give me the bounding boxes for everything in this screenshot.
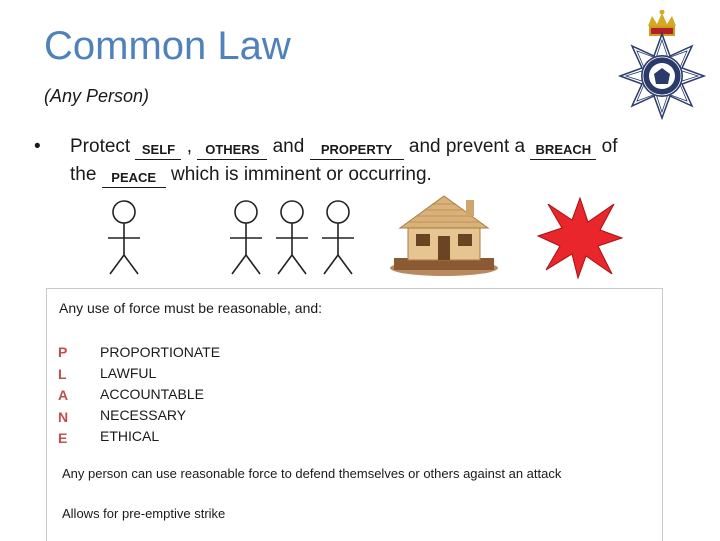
plan-word: ACCOUNTABLE [100,386,204,402]
bullet-line-1 [70,133,617,161]
plan-letter: A [58,387,69,403]
plan-letter: E [58,430,68,446]
wooden-house-icon [386,188,502,278]
bullet-line-2 [70,161,432,189]
plan-acronym [58,342,68,450]
answer-breach: BREACH [530,141,596,160]
bullet-text: and [267,136,310,157]
reasonable-force-note: Any person can use reasonable force to defend themselves or others against an attack [62,466,562,481]
stick-figure-other [276,201,308,274]
red-burst-icon [536,196,624,280]
page-title: Common Law [44,24,291,68]
bullet-text: the [70,164,102,185]
page-subtitle: (Any Person) [44,86,150,106]
answer-peace: PEACE [102,169,166,188]
force-heading: Any use of force must be reasonable, and: [59,300,323,316]
bullet-text: which is imminent or occurring. [165,164,432,185]
stick-figure-other [230,201,262,274]
plan-word: PROPORTIONATE [100,344,221,360]
stick-figures-icon [104,200,364,280]
plan-word: LAWFUL [100,365,157,381]
stick-figure-other [322,201,354,274]
plan-words [100,342,220,447]
bullet-text: , [181,136,198,157]
bullet-text: Protect [70,136,136,157]
pre-emptive-note: Allows for pre-emptive strike [62,506,226,521]
plan-letter: P [58,344,68,360]
bullet-text: of [596,136,618,157]
plan-word: ETHICAL [100,428,160,444]
stick-figure-self [108,201,140,274]
bullet-text: and prevent a [403,136,531,157]
answer-self: SELF [135,141,181,160]
police-crest-icon [614,10,710,120]
plan-letter: N [58,408,69,425]
answer-others: OTHERS [197,141,267,160]
bullet-marker: • [34,136,41,157]
plan-word: NECESSARY [100,407,187,423]
plan-letter: L [58,365,67,382]
answer-property: PROPERTY [310,141,404,160]
